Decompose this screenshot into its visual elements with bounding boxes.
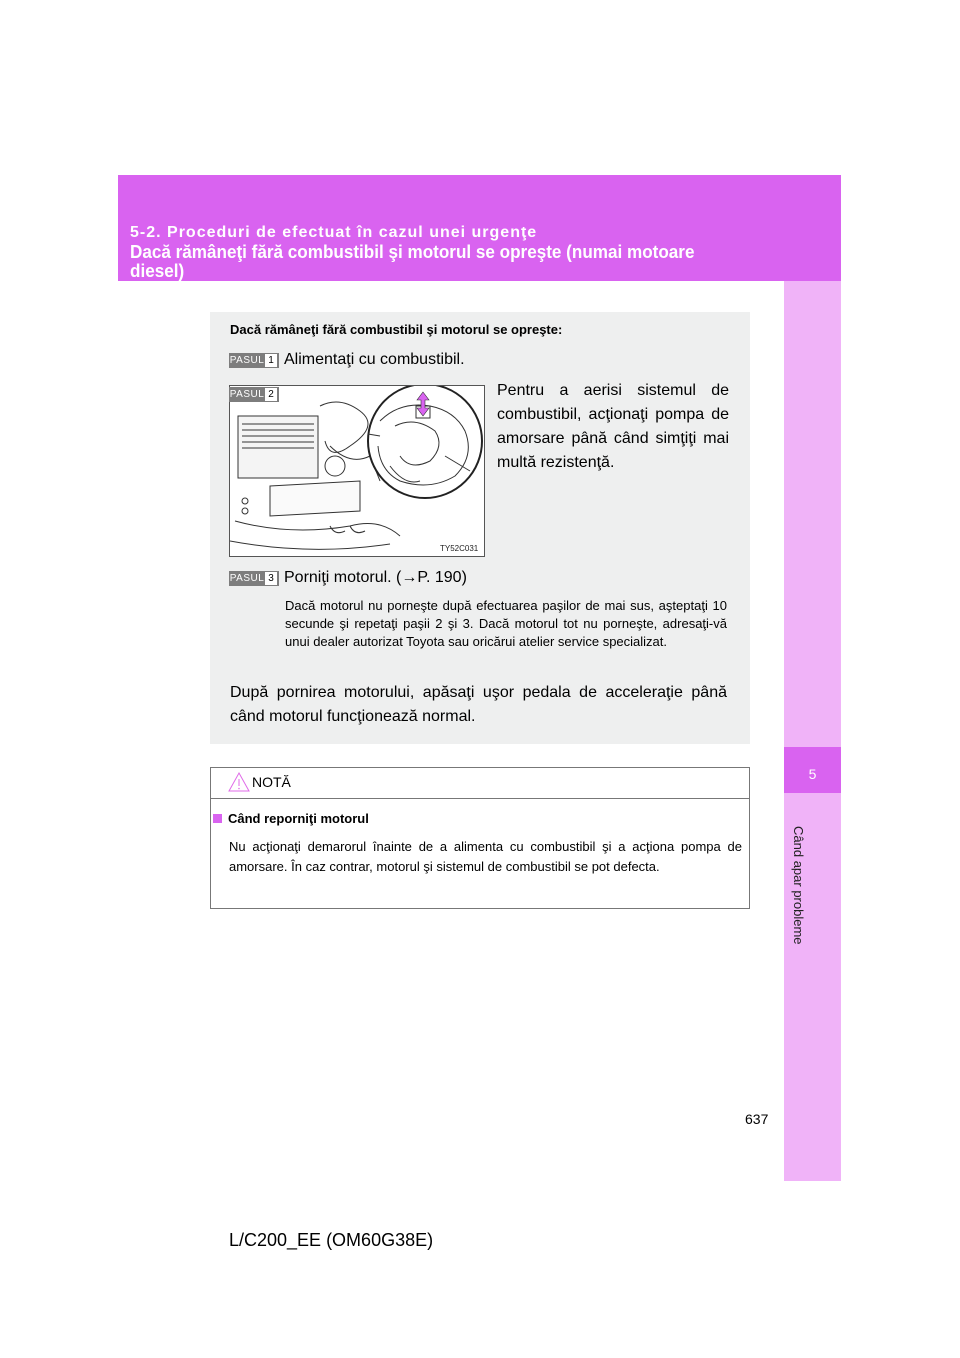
final-instruction: După pornirea motorului, apăsaţi uşor pedala de acceleraţie până când motorul funcţionează normal. xyxy=(230,684,727,725)
note-body: Nu acţionaţi demarorul înainte de a alimenta cu combustibil şi a acţiona pompa de amorsare. În caz contrar, motorul şi sistemul de combustibil se pot defecta. xyxy=(229,839,742,874)
warning-triangle-icon xyxy=(228,771,250,793)
page-title: Dacă rămâneţi fără combustibil şi motorul se opreşte (numai motoare diesel) xyxy=(130,242,695,281)
side-tab-strip xyxy=(784,281,841,1181)
side-tab-label: Când apar probleme xyxy=(791,826,806,945)
section-title: 5-2. Proceduri de efectuat în cazul unei urgenţe xyxy=(130,224,538,241)
note-title: NOTĂ xyxy=(252,774,291,790)
step-2-text: Pentru a aerisi sistemul de combustibil, acţionaţi pompa de amorsare până când simţiţi mai multă rezistenţă. xyxy=(497,382,729,471)
procedure-intro: Dacă rămâneţi fără combustibil şi motorul se opreşte: xyxy=(230,322,563,337)
step-2-badge: PASUL 2 xyxy=(229,387,279,402)
step-3-note: Dacă motorul nu porneşte după efectuarea paşilor de mai sus, aşteptaţi 10 secunde şi repetaţi paşii 2 şi 3. Dacă motorul tot nu porneşte, adresaţi-vă unui dealer autorizat Toyota sau oricărui atelier service specializat. xyxy=(285,598,727,649)
square-bullet-icon xyxy=(213,814,222,823)
footer-code: L/C200_EE (OM60G38E) xyxy=(229,1230,434,1250)
step-3-badge: PASUL 3 xyxy=(229,571,279,586)
note-divider xyxy=(210,798,750,799)
figure-code: TY52C031 xyxy=(440,544,479,553)
note-heading: Când reporniţi motorul xyxy=(213,811,369,826)
step-1-text: Alimentaţi cu combustibil. xyxy=(284,351,465,368)
page-number: 637 xyxy=(745,1111,769,1127)
engine-illustration xyxy=(229,385,485,557)
step-1-badge: PASUL 1 xyxy=(229,353,279,368)
engine-bay-drawing xyxy=(230,386,484,556)
side-tab-number: 5 xyxy=(808,766,817,782)
step-3-text: Porniţi motorul. (→P. 190) xyxy=(284,569,467,586)
